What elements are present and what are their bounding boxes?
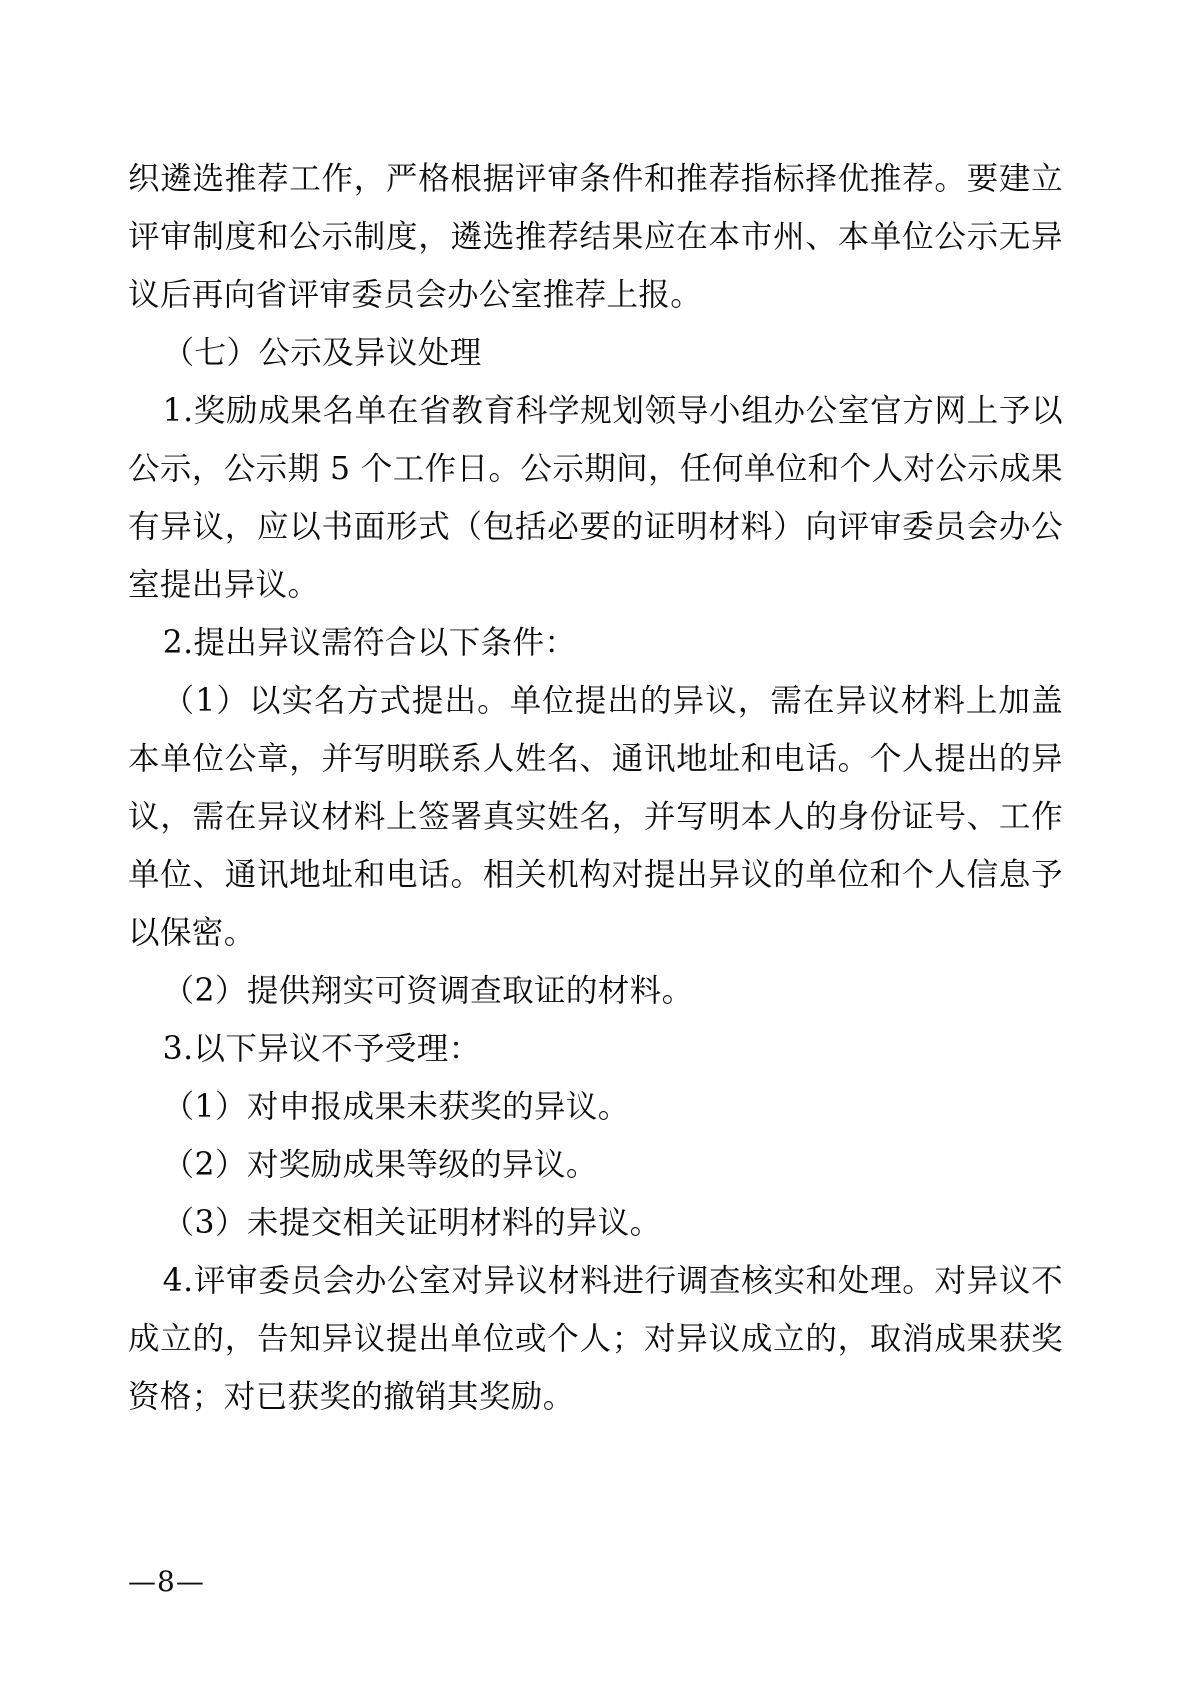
heading-section-seven: （七）公示及异议处理 <box>162 335 482 371</box>
page-number: —8— <box>128 1565 205 1598</box>
paragraph-item-2-2: （2）提供翔实可资调查取证的材料。 <box>162 973 694 1009</box>
document-body <box>128 150 1063 1426</box>
paragraph-continued: 织遴选推荐工作，严格根据评审条件和推荐指标择优推荐。要建立评审制度和公示制度，遴选推荐结果应在本市州、本单位公示无异议后再向省评审委员会办公室推荐上报。 <box>128 161 1063 313</box>
paragraph-item-3: 3.以下异议不予受理： <box>162 1031 481 1067</box>
paragraph-item-3-1: （1）对申报成果未获奖的异议。 <box>162 1089 630 1125</box>
paragraph-item-3-3: （3）未提交相关证明材料的异议。 <box>162 1205 662 1241</box>
paragraph-item-2-1: （1）以实名方式提出。单位提出的异议，需在异议材料上加盖本单位公章，并写明联系人姓名、通讯地址和电话。个人提出的异议，需在异议材料上签署真实姓名，并写明本人的身份证号、工作单位、通讯地址和电话。相关机构对提出异议的单位和个人信息予以保密。 <box>128 683 1063 951</box>
paragraph-item-1: 1.奖励成果名单在省教育科学规划领导小组办公室官方网上予以公示，公示期 5 个工作日。公示期间，任何单位和个人对公示成果有异议，应以书面形式（包括必要的证明材料）向评审委员会办公室提出异议。 <box>128 393 1063 603</box>
paragraph-item-2: 2.提出异议需符合以下条件： <box>162 625 577 661</box>
paragraph-item-4: 4.评审委员会办公室对异议材料进行调查核实和处理。对异议不成立的，告知异议提出单位或个人；对异议成立的，取消成果获奖资格；对已获奖的撤销其奖励。 <box>128 1263 1063 1415</box>
paragraph-item-3-2: （2）对奖励成果等级的异议。 <box>162 1147 598 1183</box>
